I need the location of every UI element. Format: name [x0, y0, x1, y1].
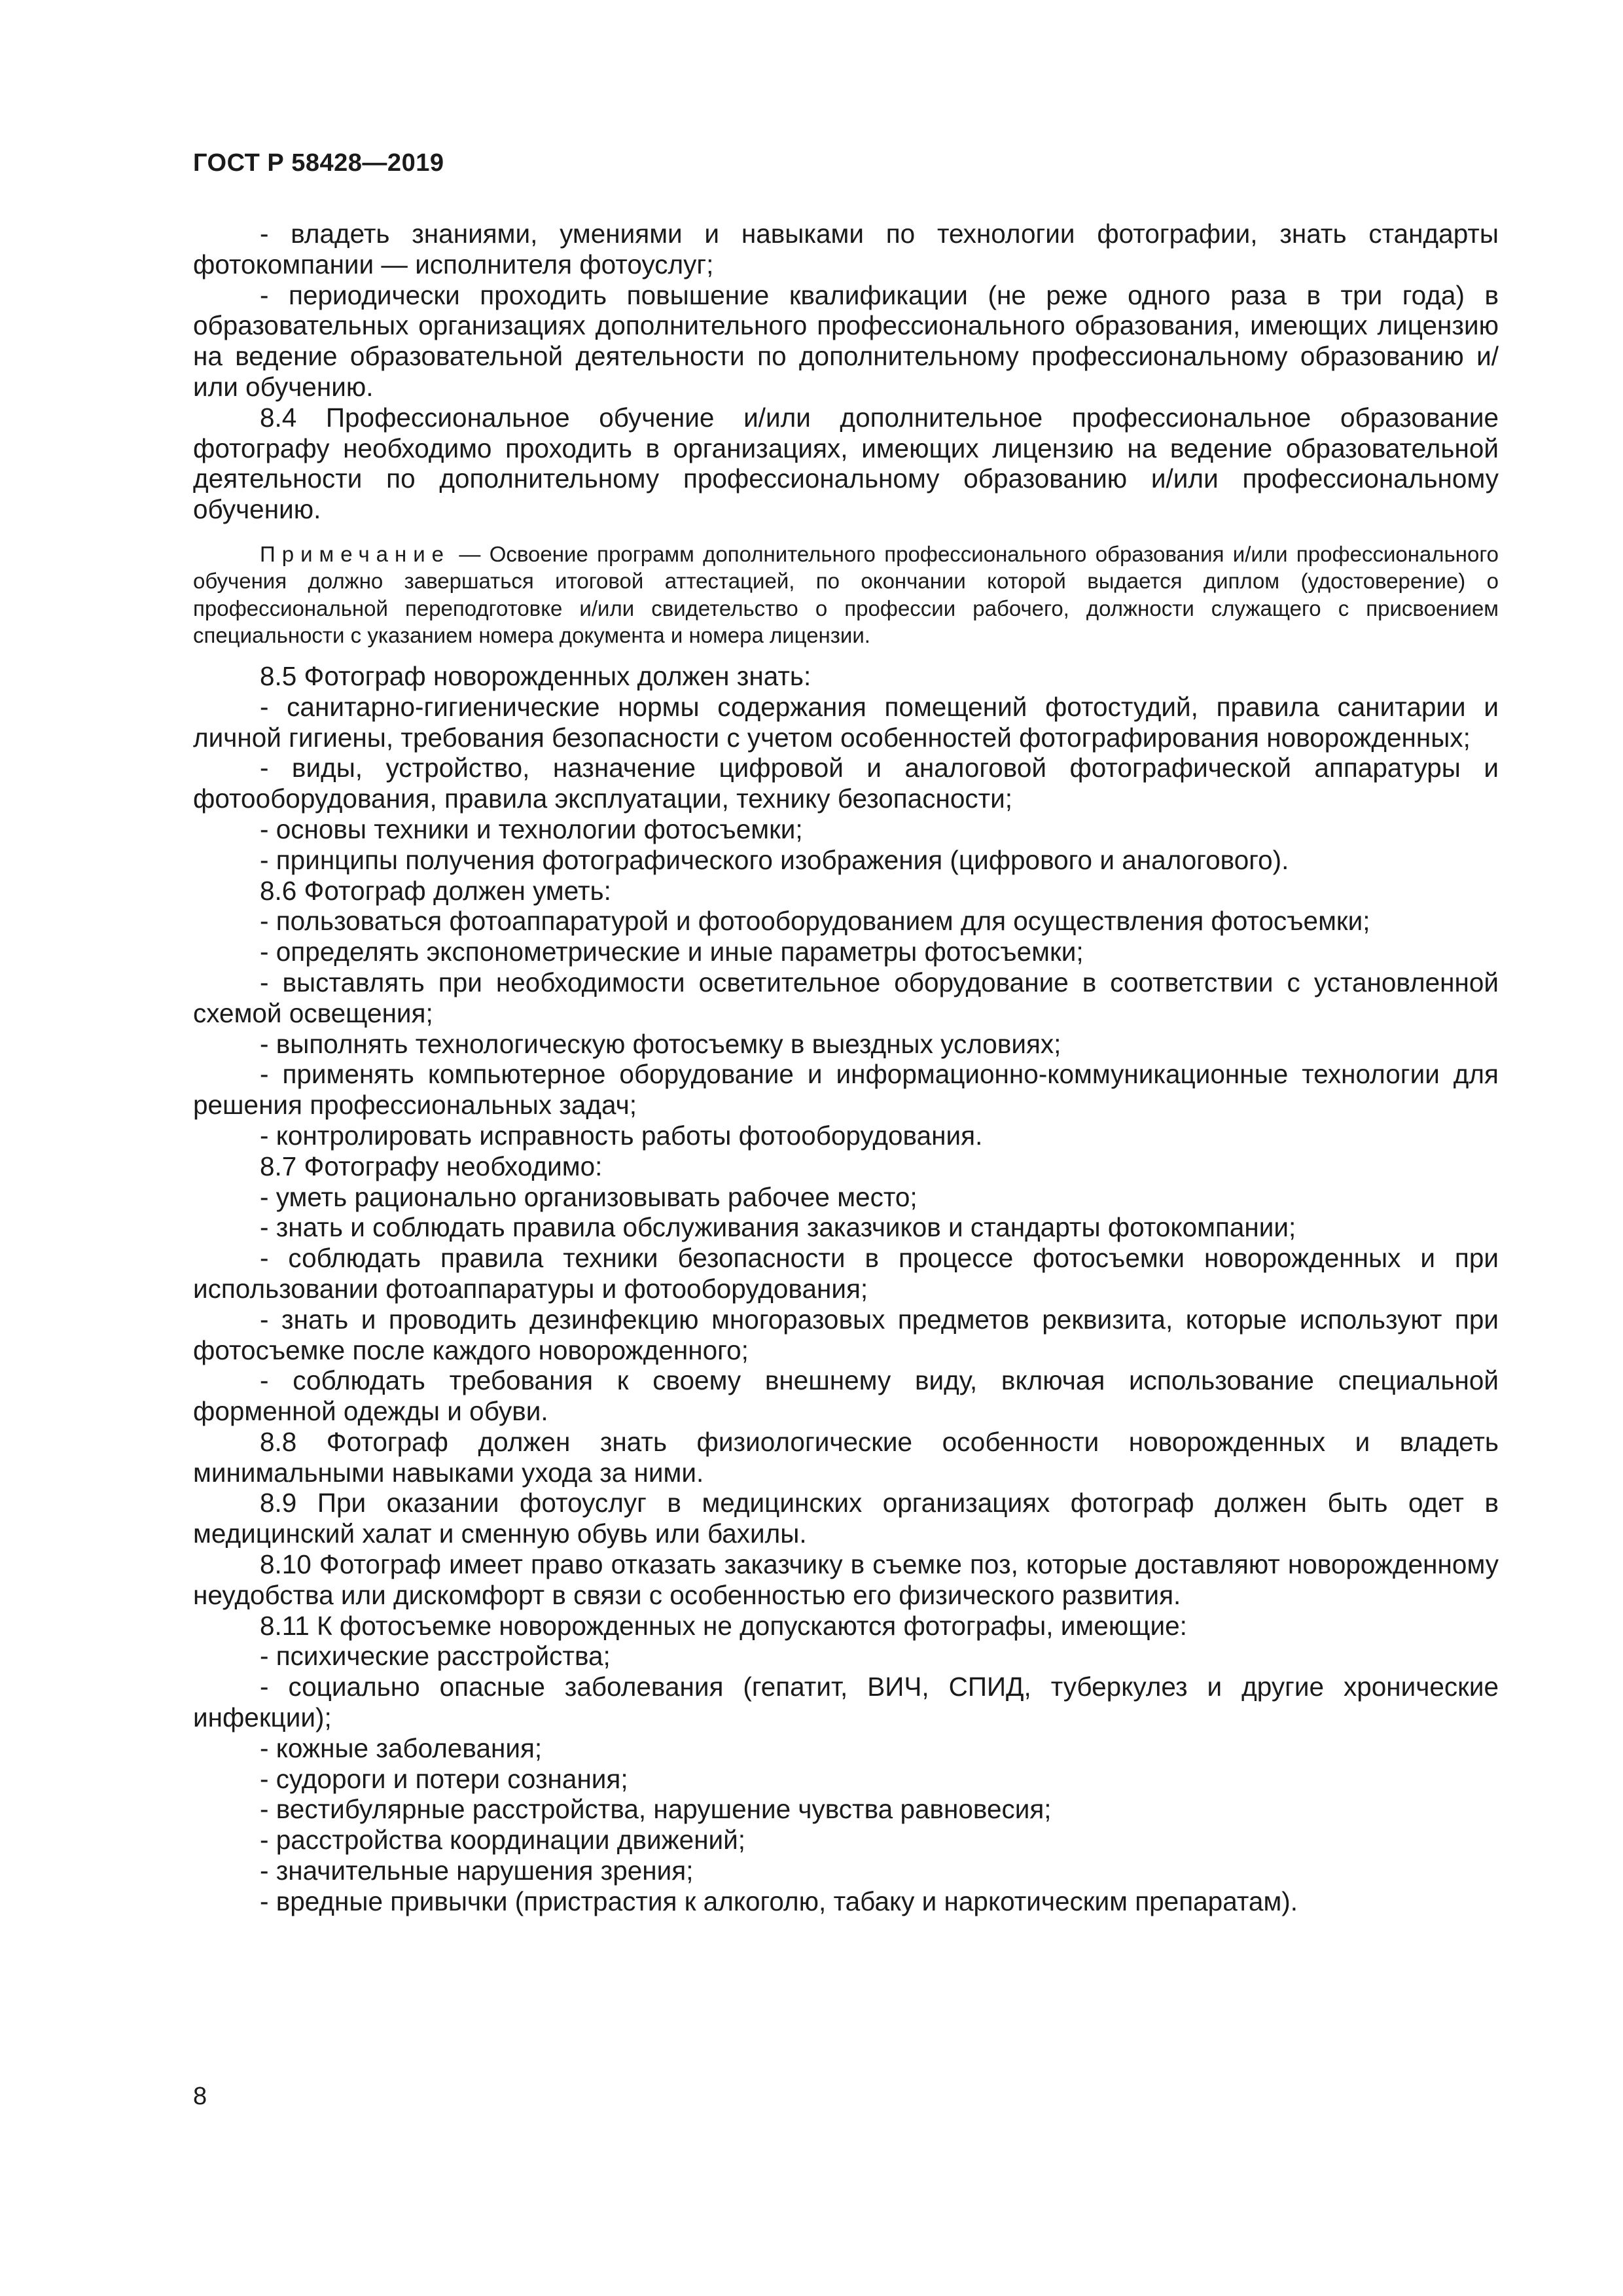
paragraph: - вредные привычки (пристрастия к алкоголю, табаку и наркотическим препаратам). — [260, 1886, 1298, 1916]
paragraph: - соблюдать правила техники безопасности в процессе фотосъемки новорожденных и при использовании фотоаппаратуры и фотооборудования; — [193, 1243, 1499, 1304]
paragraph: - определять экспонометрические и иные параметры фотосъемки; — [260, 937, 1084, 967]
paragraph: - периодически проходить повышение квалификации (не реже одного раза в три года) в образовательных организациях дополнительного профессионального образования, имеющих лицензию на ведение образовательной деятельности по дополнительному профессиональному образованию и/или обучению. — [193, 279, 1499, 402]
paragraph: - выставлять при необходимости осветительное оборудование в соответствии с установленной схемой освещения; — [193, 967, 1499, 1028]
paragraph: 8.7 Фотографу необходимо: — [260, 1151, 603, 1181]
paragraph: - знать и проводить дезинфекцию многоразовых предметов реквизита, которые используют при фотосъемке после каждого новорожденного; — [193, 1304, 1499, 1365]
paragraph: - психические расстройства; — [260, 1641, 611, 1672]
note-label: Примечание — [260, 541, 451, 566]
paragraph: 8.8 Фотограф должен знать физиологические особенности новорожденных и владеть минимальными навыками ухода за ними. — [193, 1426, 1499, 1488]
paragraph: - уметь рационально организовывать рабочее место; — [260, 1181, 918, 1212]
paragraph: - значительные нарушения зрения; — [260, 1856, 694, 1886]
paragraph: - принципы получения фотографического изображения (цифрового и аналогового). — [260, 844, 1289, 875]
paragraph: - судороги и потери сознания; — [260, 1763, 628, 1794]
document-body — [193, 219, 1499, 1917]
paragraph: 8.4 Профессиональное обучение и/или дополнительное профессиональное образование фотографу необходимо проходить в организациях, имеющих лицензию на ведение образовательной деятельности по дополнительному профессиональному образованию и/или профессиональному обучению. — [193, 402, 1499, 525]
paragraph: 8.5 Фотограф новорожденных должен знать: — [260, 660, 812, 691]
paragraph: - соблюдать требования к своему внешнему виду, включая использование специальной форменной одежды и обуви. — [193, 1365, 1499, 1427]
paragraph: - знать и соблюдать правила обслуживания заказчиков и стандарты фотокомпании; — [260, 1212, 1296, 1243]
paragraph: 8.9 При оказании фотоуслуг в медицинских организациях фотограф должен быть одет в медицинский халат и сменную обувь или бахилы. — [193, 1488, 1499, 1549]
document-header: ГОСТ Р 58428—2019 — [193, 149, 444, 177]
paragraph: - кожные заболевания; — [260, 1732, 543, 1763]
paragraph: - владеть знаниями, умениями и навыками по технологии фотографии, знать стандарты фотокомпании — исполнителя фотоуслуг; — [193, 219, 1499, 279]
paragraph: - выполнять технологическую фотосъемку в выездных условиях; — [260, 1028, 1061, 1059]
paragraph: - расстройства координации движений; — [260, 1825, 746, 1856]
note-text: — Освоение программ дополнительного профессионального образования и/или профессионального обучения должно завершаться итоговой аттестацией, по окончании которой выдается диплом (удостоверение) о профессиональной переподготовке и/или свидетельство о профессии рабочего, должности служащего с присвоением специальности с указанием номера документа и номера лицензии. — [193, 541, 1499, 648]
paragraph: - основы техники и технологии фотосъемки; — [260, 814, 803, 844]
paragraph: - виды, устройство, назначение цифровой и аналоговой фотографической аппаратуры и фотооборудования, правила эксплуатации, технику безопасности; — [193, 753, 1499, 814]
paragraph: 8.6 Фотограф должен уметь: — [260, 875, 611, 906]
paragraph: - социально опасные заболевания (гепатит, ВИЧ, СПИД, туберкулез и другие хронические инфекции); — [193, 1672, 1499, 1733]
paragraph: - применять компьютерное оборудование и информационно-коммуникационные технологии для решения профессиональных задач; — [193, 1059, 1499, 1121]
paragraph: 8.11 К фотосъемке новорожденных не допускаются фотографы, имеющие: — [260, 1610, 1187, 1641]
paragraph: - санитарно-гигиенические нормы содержания помещений фотостудий, правила санитарии и личной гигиены, требования безопасности с учетом особенностей фотографирования новорожденных; — [193, 691, 1499, 753]
note — [193, 541, 1499, 649]
paragraph: - вестибулярные расстройства, нарушение чувства равновесия; — [260, 1794, 1052, 1825]
paragraph: 8.10 Фотограф имеет право отказать заказчику в съемке поз, которые доставляют новорожденному неудобства или дискомфорт в связи с особенностью его физического развития. — [193, 1549, 1499, 1610]
paragraph: - пользоваться фотоаппаратурой и фотооборудованием для осуществления фотосъемки; — [260, 906, 1370, 937]
paragraph: - контролировать исправность работы фотооборудования. — [260, 1120, 983, 1151]
page-number: 8 — [193, 2083, 207, 2110]
